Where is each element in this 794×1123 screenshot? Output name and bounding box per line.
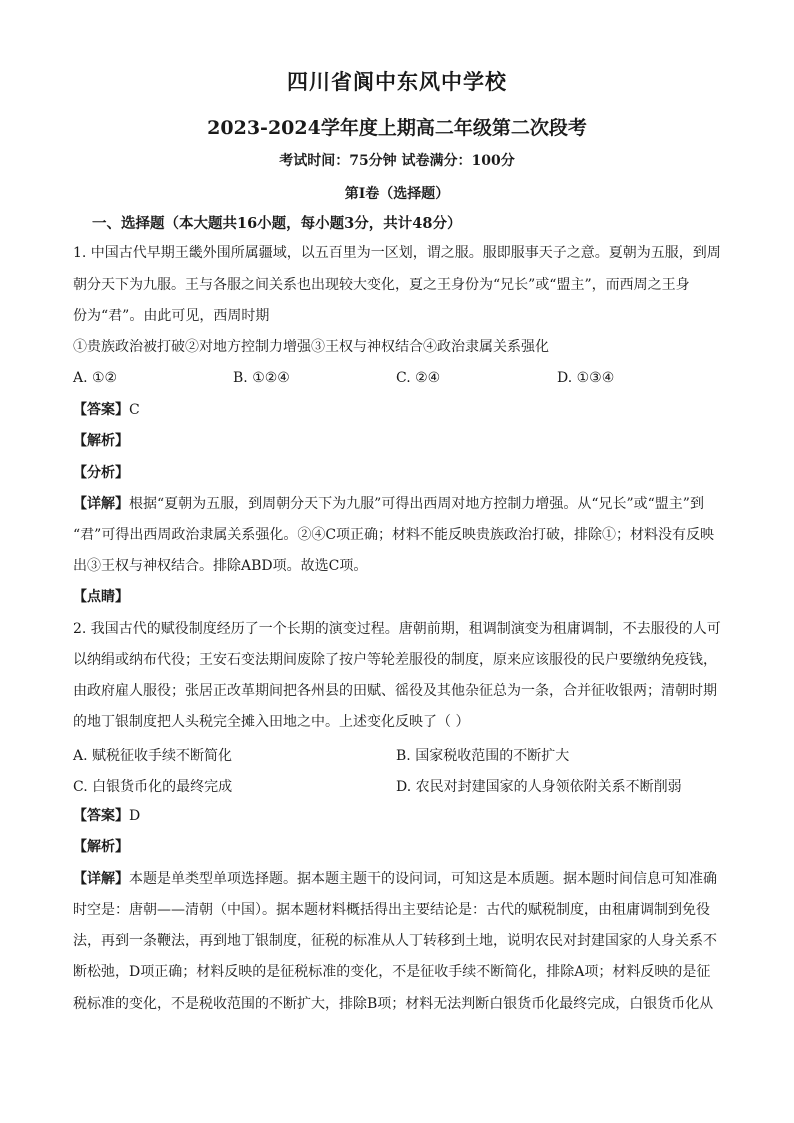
volume-heading: 第Ⅰ卷（选择题） bbox=[344, 186, 450, 202]
q2-detail-line: 断松弛，D项正确；材料反映的是征税标准的变化，不是征收手续不断简化，排除A项；材料反映的是征 bbox=[73, 964, 711, 980]
detail-tag: 【详解】 bbox=[73, 871, 129, 887]
q1-option-b: B. ①②④ bbox=[233, 370, 290, 386]
q1-analysis-tag: 【解析】 bbox=[73, 433, 129, 449]
section-heading: 一、选择题（本大题共16小题，每小题3分，共计48分） bbox=[92, 215, 462, 232]
q1-dianjing-tag: 【点睛】 bbox=[73, 589, 129, 605]
q1-answer bbox=[73, 401, 140, 419]
q2-option-a: A. 赋税征收手续不断简化 bbox=[73, 748, 233, 764]
q2-option-c: C. 白银货币化的最终完成 bbox=[73, 779, 233, 795]
q1-detail-line bbox=[73, 495, 704, 513]
q2-stem-line: 2. 我国古代的赋役制度经历了一个长期的演变过程。唐朝前期，租调制演变为租庸调制，不去服役的人可 bbox=[73, 621, 721, 637]
answer-value: D bbox=[129, 808, 141, 824]
detail-tag: 【详解】 bbox=[73, 496, 129, 512]
q2-option-d: D. 农民对封建国家的人身领依附关系不断削弱 bbox=[396, 779, 682, 795]
q1-option-c: C. ②④ bbox=[396, 370, 441, 386]
detail-text: 本题是单类型单项选择题。据本题主题干的设问词，可知这是本质题。据本题时间信息可知准确 bbox=[129, 871, 717, 887]
q1-stem-line: 1. 中国古代早期王畿外围所属疆域，以五百里为一区划，谓之服。服即服事天子之意。夏朝为五服，到周 bbox=[73, 245, 721, 261]
answer-value: C bbox=[129, 402, 140, 418]
q1-stem-line: 份为“君”。由此可见，西周时期 bbox=[73, 308, 270, 324]
q1-option-d: D. ①③④ bbox=[557, 370, 615, 386]
detail-text: 根据“夏朝为五服，到周朝分天下为九服”可得出西周对地方控制力增强。从“兄长”或“盟主”到 bbox=[129, 496, 704, 512]
q2-answer bbox=[73, 807, 140, 825]
q1-detail-line: “君”可得出西周政治隶属关系强化。②④C项正确；材料不能反映贵族政治打破，排除①；材料没有反映 bbox=[73, 527, 715, 543]
q2-detail-line: 时空是：唐朝——清朝（中国）。据本题材料概括得出主要结论是：古代的赋税制度，由租庸调制到免役 bbox=[73, 902, 710, 918]
q1-option-a: A. ①② bbox=[73, 370, 118, 386]
q1-stem-line: 朝分天下为九服。王与各服之间关系也出现较大变化，夏之王身份为“兄长”或“盟主”，而西周之王身 bbox=[73, 277, 690, 293]
answer-tag: 【答案】 bbox=[73, 808, 129, 824]
q2-detail-line bbox=[73, 870, 717, 888]
exam-info: 考试时间：75分钟 试卷满分：100分 bbox=[279, 153, 515, 169]
q2-stem-line: 的地丁银制度把人头税完全摊入田地之中。上述变化反映了（ ） bbox=[73, 714, 470, 730]
school-title: 四川省阆中东风中学校 bbox=[287, 69, 507, 94]
exam-title: 2023-2024学年度上期高二年级第二次段考 bbox=[207, 117, 587, 139]
q2-option-b: B. 国家税收范围的不断扩大 bbox=[396, 748, 570, 764]
q1-fenxi-tag: 【分析】 bbox=[73, 465, 129, 481]
answer-tag: 【答案】 bbox=[73, 402, 129, 418]
q2-detail-line: 法，再到一条鞭法，再到地丁银制度，征税的标准从人丁转移到土地，说明农民对封建国家的人身关系不 bbox=[73, 933, 717, 949]
q1-stem-line: ①贵族政治被打破②对地方控制力增强③王权与神权结合④政治隶属关系强化 bbox=[73, 339, 549, 355]
q2-detail-line: 税标准的变化，不是税收范围的不断扩大，排除B项；材料无法判断白银货币化最终完成，白银货币化从 bbox=[73, 996, 714, 1012]
q2-stem-line: 由政府雇人服役；张居正改革期间把各州县的田赋、徭役及其他杂征总为一条，合并征收银两；清朝时期 bbox=[73, 683, 717, 699]
q2-analysis-tag: 【解析】 bbox=[73, 839, 129, 855]
q2-stem-line: 以纳绢或纳布代役；王安石变法期间废除了按户等轮差服役的制度，原来应该服役的民户要缴纳免疫钱， bbox=[73, 652, 717, 668]
q1-detail-line: 出③王权与神权结合。排除ABD项。故选C项。 bbox=[73, 558, 368, 574]
